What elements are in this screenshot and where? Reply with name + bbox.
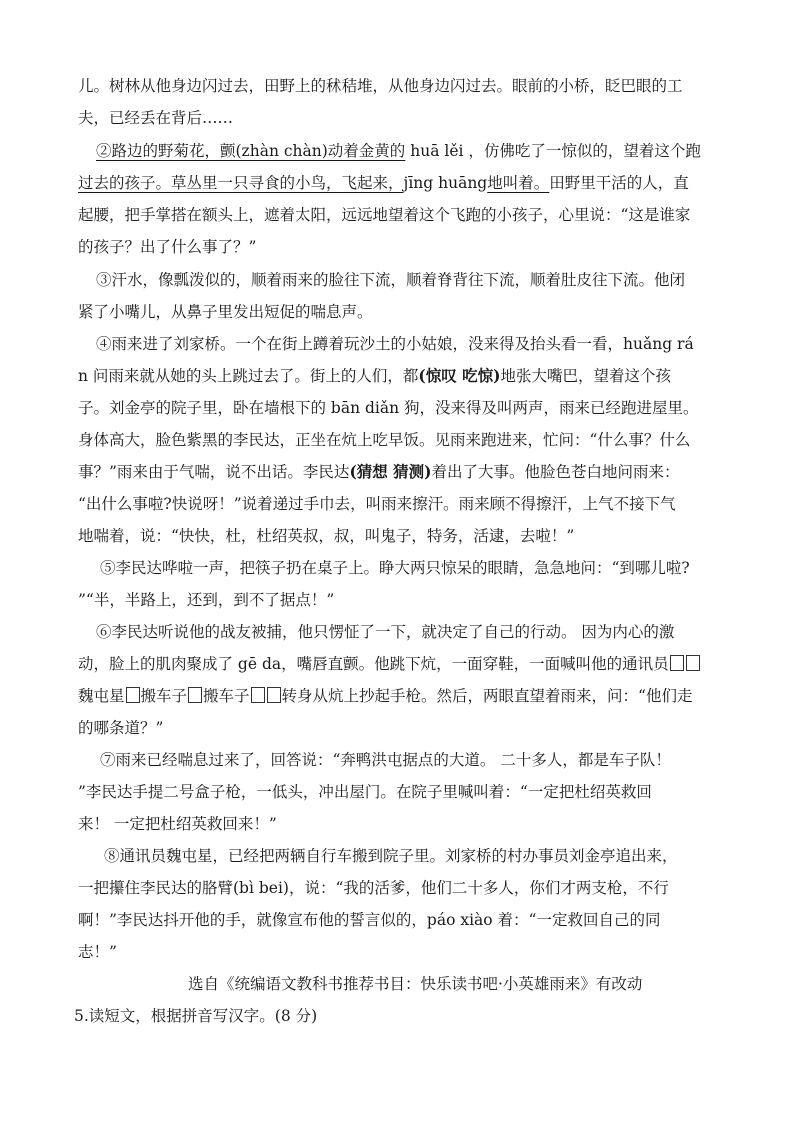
text-line: 起腰，把手掌搭在额头上，遮着太阳，远远地望着这个飞跑的小孩子，心里说：“这是谁家: [78, 206, 691, 224]
text-line: [78, 366, 718, 386]
text-line: 夫，已经丢在背后……: [78, 109, 234, 127]
pinyin-blank: huā lěi ，仿佛吃了一惊似的，望着这个跑: [405, 142, 701, 160]
question-5: 5.读短文，根据拼音写汉字。(8 分): [74, 1007, 318, 1025]
text-span: 搬车子: [203, 687, 250, 705]
text-span: 转身从炕上抄起手枪。然后，两眼直望着雨来，问：“他们走: [281, 687, 693, 705]
text-line: 的哪条道？”: [78, 719, 164, 737]
text-line: 地喘着，说：“快快，杜，杜绍英叔，叔，叫鬼子，特务，活逮，去啦！”: [78, 527, 575, 545]
text-line: 志！”: [78, 943, 117, 961]
text-line: 啊！”李民达抖开他的手，就像宣布他的誓言似的，páo xiào 着：“一定救回自己的同: [78, 911, 661, 929]
pinyin-blank: jīng huāng: [403, 174, 488, 192]
blank-box: [267, 687, 281, 703]
blank-box: [126, 687, 140, 703]
word-choice: (惊叹 吃惊): [418, 366, 501, 385]
underlined-sentence: 过去的孩子。草丛里一只寻食的小鸟，飞起来，: [78, 174, 404, 192]
text-span: 魏屯星: [78, 687, 125, 705]
text-span: 地张大嘴巴，望着这个孩: [500, 367, 672, 385]
text-line: 子。刘金亭的院子里，卧在墙根下的 bān diǎn 狗，没来得及叫两声，雨来已经跑进屋里。: [78, 399, 699, 417]
paragraph-7-line: ⑦雨来已经喘息过来了，回答说：“奔鸭洪屯据点的大道。 二十多人，都是车子队！: [100, 751, 671, 769]
source-citation: 选自《统编语文教科书推荐书目：快乐读书吧·小英雄雨来》有改动: [188, 975, 643, 993]
text-line: ”李民达手提二号盒子枪，一低头，冲出屋门。在院子里喊叫着：“一定把杜绍英救回: [78, 783, 652, 801]
paragraph-4-line: ④雨来进了刘家桥。一个在街上蹲着玩沙土的小姑娘，没来得及抬头看一看，huǎng rá: [96, 335, 694, 353]
underlined-sentence: ②路边的野菊花，颤(zhàn chàn)动着金黄的: [96, 142, 406, 160]
text-line: [78, 462, 718, 482]
text-span: 着出了大事。他脸色苍白地问雨来：: [431, 463, 680, 481]
text-line: 一把攥住李民达的胳臂(bì bei)，说：“我的活爹，他们二十多人，你们才两支枪，不行: [78, 879, 669, 897]
blank-box: [188, 687, 202, 703]
blank-box: [686, 655, 700, 671]
underlined-sentence: 地叫着。: [487, 174, 550, 192]
text-span: n 问雨来就从她的头上跳过去了。街上的人们，都: [78, 367, 419, 385]
text-line: [78, 654, 718, 674]
text-line: 身体高大，脸色紫黑的李民达，正坐在炕上吃早饭。见雨来跑进来，忙问：“什么事？什么: [78, 431, 691, 449]
word-choice: (猜想 猜测): [349, 462, 432, 481]
paragraph-8-line: ⑧通讯员魏屯星，已经把两辆自行车搬到院子里。刘家桥的村办事员刘金亭追出来，: [104, 847, 678, 865]
text-line: ”“半，半路上，还到，到不了据点！”: [78, 591, 335, 609]
paragraph-2-line: [96, 141, 736, 161]
text-span: 搬车子: [140, 687, 188, 705]
paragraph-2-line: [78, 173, 718, 193]
text-line: [78, 686, 718, 706]
text-span: 动，脸上的肌肉聚成了 gē da，嘴唇直颤。他跳下炕，一面穿鞋，一面喊叫他的通讯员: [78, 655, 669, 673]
text-span: 事？”雨来由于气喘，说不出话。李民达: [78, 463, 350, 481]
text-line: 的孩子？出了什么事了？”: [78, 238, 257, 256]
text-line: 儿。树林从他身边闪过去，田野上的秫秸堆，从他身边闪过去。眼前的小桥，眨巴眼的工: [78, 77, 683, 95]
text-line: 紧了小嘴儿，从鼻子里发出短促的喘息声。: [78, 303, 373, 321]
paragraph-6-line: ⑥李民达听说他的战友被捕，他只愣怔了一下，就决定了自己的行动。 因为内心的激: [96, 623, 675, 641]
text-span: 田野里干活的人，直: [549, 174, 689, 192]
blank-box: [251, 687, 265, 703]
text-line: “出什么事啦?快说呀！”说着递过手巾去，叫雨来擦汗。雨来顾不得擦汗，上气不接下气: [78, 495, 676, 513]
blank-box: [670, 655, 684, 671]
paragraph-5-line: ⑤李民达哗啦一声，把筷子扔在桌子上。睁大两只惊呆的眼睛，急急地问：“到哪儿啦?: [100, 559, 690, 577]
text-line: 来！ 一定把杜绍英救回来！”: [78, 815, 277, 833]
paragraph-3-line: ③汗水，像瓢泼似的，顺着雨来的脸往下流，顺着脊背往下流，顺着肚皮往下流。他闭: [96, 271, 686, 289]
